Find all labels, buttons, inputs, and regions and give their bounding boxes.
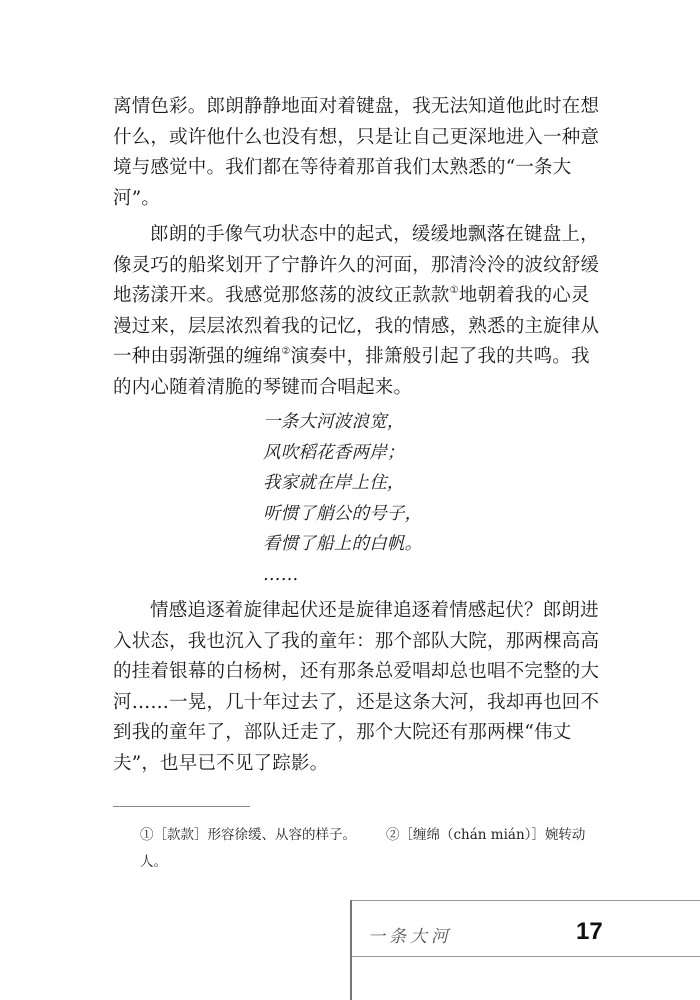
lyric-line: 听惯了艄公的号子， — [263, 503, 423, 524]
lyric-ellipsis: …… — [263, 564, 299, 585]
main-text — [113, 92, 603, 779]
paragraph-2-part-c: 演奏中，排箫般引起了我的共鸣。我的内心随着清脆的琴键而合唱起来。 — [113, 346, 590, 398]
lyric-line: 一条大河波浪宽， — [263, 412, 405, 432]
paragraph-2-part-a: 郎朗的手像气功状态中的起式，缓缓地飘落在键盘上，像灵巧的船桨划开了宁静许久的河面，那清泠泠的波纹舒缓地荡漾开来。我感觉那悠荡的波纹正款款 — [113, 224, 600, 306]
footnote-ref-2: ② — [281, 346, 291, 357]
footer-rule-bottom — [350, 956, 700, 957]
page-number: 17 — [576, 918, 603, 945]
running-title: 一条大河 — [368, 927, 452, 947]
paragraph-1: 离情色彩。郎朗静静地面对着键盘，我无法知道他此时在想什么，或许他什么也没有想，只是让自己更深地进入一种意境与感觉中。我们都在等待着那首我们太熟悉的“一条大河”。 — [113, 96, 600, 209]
lyric-line: 风吹稻花香两岸； — [263, 442, 405, 463]
paragraph-2 — [113, 220, 603, 403]
footer-divider — [350, 900, 352, 1000]
lyric-line: 我家就在岸上住， — [263, 473, 405, 493]
lyric-line: 看惯了船上的白帆。 — [263, 534, 423, 554]
footnote-divider — [113, 806, 250, 807]
song-lyrics — [263, 407, 603, 590]
paragraph-3: 情感追逐着旋律起伏还是旋律追逐着情感起伏？郎朗进入状态，我也沉入了我的童年：那个部队大院，那两棵高高的挂着银幕的白杨树，还有那条总爱唱却总也唱不完整的大河……一晃，几十年过去了，还是这条大河，我却再也回不到我的童年了，部队迁走了，那个大院还有那两棵“伟丈夫”，也早已不见了踪影。 — [113, 600, 600, 774]
footer-rule-top — [350, 900, 700, 901]
footnote-2: ②［缠绵（chán mián）］婉转动人。 — [140, 827, 586, 870]
footnote-ref-1: ① — [449, 285, 459, 296]
footnotes — [140, 822, 600, 876]
paragraph-2-part-b: 地朝着我的心灵漫过来，层层浓烈着我的记忆，我的情感，熟悉的主旋律从一种由弱渐强的缠绵 — [113, 285, 600, 367]
footnote-1: ①［款款］形容徐缓、从容的样子。 — [140, 827, 356, 843]
